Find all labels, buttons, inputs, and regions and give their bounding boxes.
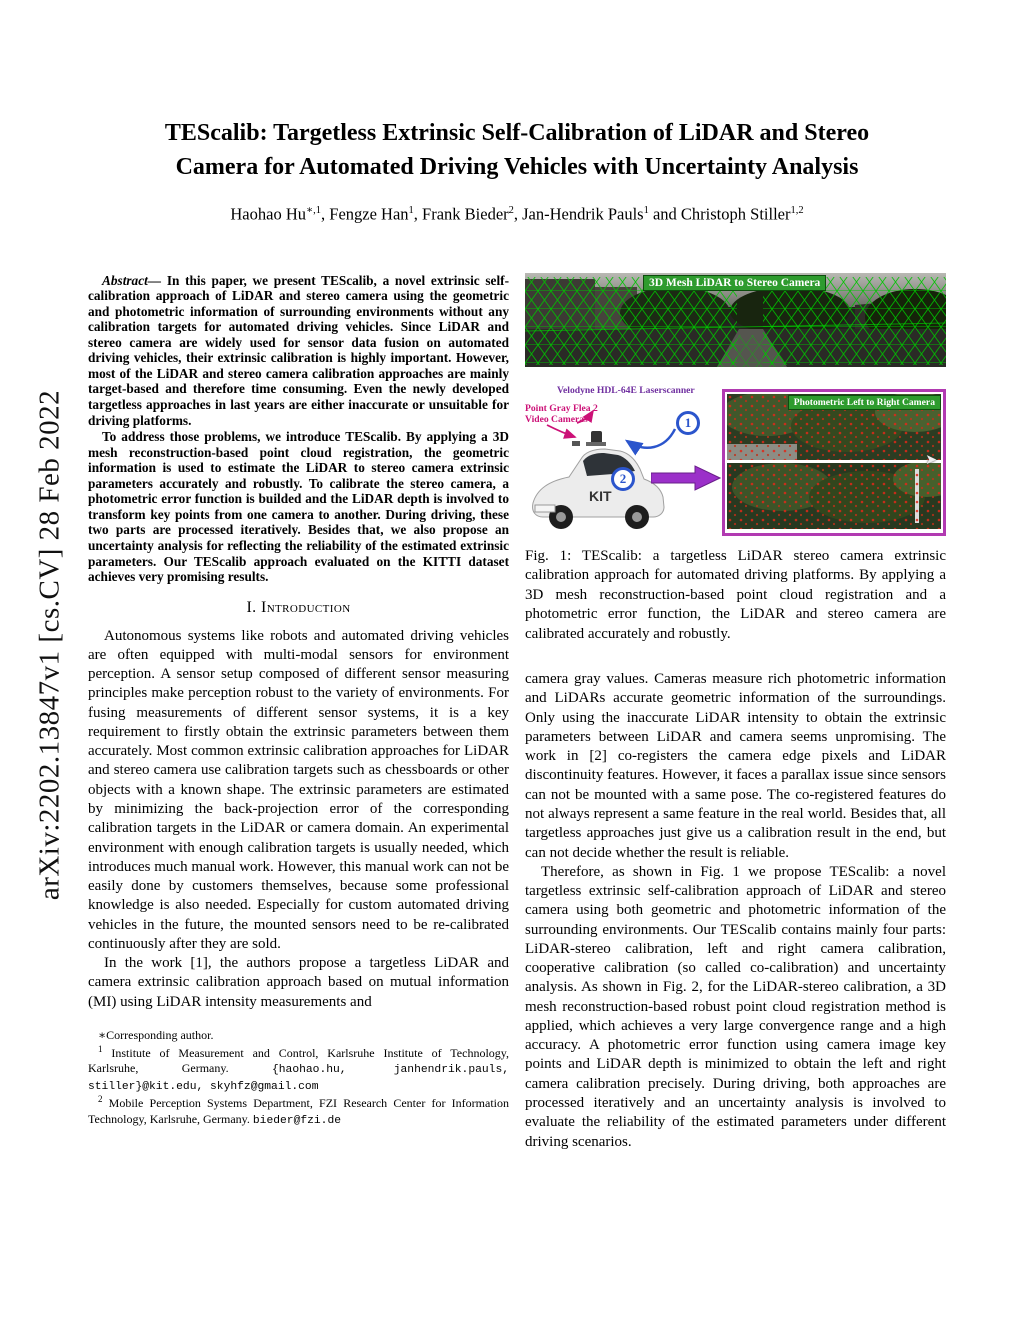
velodyne-label: Velodyne HDL-64E Laserscanner	[557, 384, 695, 396]
abstract-paragraph-2: To address those problems, we introduce TEScalib. By applying a 3D mesh reconstruction-based point cloud registration, the geometric information is used to estimate the LiDAR to stereo camera extrinsic parameters accurately and robustly. To calibrate the stereo camera, a photometric error function is builded and the LiDAR depth is involved to transform key points from one camera to another. During driving, these two parts are processed iteratively. Besides that, we also propose an uncertainty analysis for reflecting the reliability of the estimated extrinsic parameters. Our TEScalib approach evaluated on the KITTI dataset achieves very promising results.	[88, 429, 509, 585]
author-line	[88, 204, 946, 225]
right-paragraph-1: camera gray values. Cameras measure rich photometric information and LiDARs accurate geometric information of the surroundings. Only using the inaccurate LiDAR intensity to obtain the extrinsic parameters between LiDAR and camera seems unpromising. The work in [2] co-registers the camera edge pixels and LiDAR discontinuity features. However, it faces a parallax issue since sensors can not be mounted with a same pose. The co-registered features do not always represent a same feature in the real world. Besides that, all targetless approaches just give us a calibration result in the end, but can not decide whether the result is reliable.	[525, 671, 946, 861]
footnote-affiliation-1	[88, 1044, 509, 1095]
left-column	[88, 273, 509, 1152]
paper-content	[88, 0, 946, 1152]
right-column	[525, 273, 946, 1152]
footnote-1-emails: {haohao.hu, janhendrik.pauls, stiller}@kit.edu, skyhfz@gmail.com	[88, 1064, 509, 1093]
figure-1-caption: Fig. 1: TEScalib: a targetless LiDAR stereo camera extrinsic calibration approach for automated driving platforms. By applying a 3D mesh reconstruction-based point cloud registration and a photometric error function, the LiDAR and stereo camera are calibrated accurately and robustly.	[525, 547, 946, 642]
author-affiliation: 1,2	[790, 205, 804, 217]
figure-1-visual	[525, 273, 946, 537]
author: Frank Bieder	[422, 204, 509, 224]
author: Christoph Stiller	[680, 204, 791, 224]
photometric-image-title: Photometric Left to Right Camera	[788, 395, 941, 410]
author-affiliation: 1	[408, 205, 414, 217]
author-separator: ,	[321, 204, 330, 224]
footnote-affiliation-2	[88, 1094, 509, 1128]
camera-label-line-2: Video Cameras	[525, 413, 588, 425]
abstract-text-1: In this paper, we present TEScalib, a novel extrinsic self-calibration approach of LiDAR and stereo camera using the geometric and photometric information of surrounding environments without any calibration targets for automated driving vehicles. Since LiDAR and stereo camera are widely used for sensor data fusion on automated driving vehicles, their extrinsic calibration is highly important. However, most of the LiDAR and stereo camera calibration approaches are mainly target-based and therefore time consuming. Even the newly developed targetless approaches in last years are either inaccurate or unsuitable for driving platforms.	[88, 272, 510, 428]
footnotes-block	[88, 1028, 509, 1129]
figure-1	[525, 273, 946, 645]
author: Fengze Han	[329, 204, 409, 224]
camera-label	[525, 403, 598, 425]
step-2-badge: 2	[611, 467, 635, 491]
kit-logo: KIT	[589, 487, 612, 504]
step-1-badge: 1	[676, 411, 700, 435]
right-arrow-icon	[651, 465, 721, 491]
footnote-corresponding: ∗Corresponding author.	[98, 1027, 214, 1042]
photometric-right-graphic	[727, 463, 941, 529]
sensor-vehicle-image	[525, 369, 716, 537]
photometric-box	[722, 389, 946, 536]
author-separator: and	[648, 204, 681, 224]
footnote-2-text: Mobile Perception Systems Department, FZI Research Center for Information Technology, Karlsruhe, Germany.	[88, 1096, 509, 1127]
right-paragraph-2: Therefore, as shown in Fig. 1 we propose TEScalib: a novel targetless extrinsic self-calibration approach of LiDAR and stereo camera using both geometric and photometric information of the surrounding environments. Our TEScalib contains mainly four parts: LiDAR-stereo calibration, left and right camera calibration, cooperative calibration (so called co-calibration) and uncertainty analysis. As shown in Fig. 2, for the LiDAR-stereo calibration, a 3D mesh reconstruction-based robust point cloud registration method is applied, which achieves a very large convergence range and a high accuracy. A photometric error function using camera image key points and LiDAR depth is minimized to obtain the left and right camera calibration precisely. During driving, both approaches are processed iteratively and an uncertainty analysis is involved to evaluate the reliability of the estimated parameters under different driving scenarios.	[525, 863, 946, 1150]
author-separator: ,	[413, 204, 423, 224]
intro-paragraph-1: Autonomous systems like robots and automated driving vehicles are often equipped with multi-modal sensors for environment perception. A sensor setup composed of different sensor measuring principles make perception robust to the variety of environments. For fusing measurements of different sensor systems, it is a key requirement to firstly obtain the extrinsic parameters between them accurately. Most common extrinsic calibration approaches for LiDAR and stereo camera use calibration targets such as chessboards or other objects with a known shape. The extrinsic parameters are estimated by minimizing the back-projection error of the corresponding calibration targets in the LiDAR or camera domain. An experimental environment with enough calibration targets is usually needed, which introduces much manual work. However, this manual work can not be easily done by customers themselves, because some professional knowledge is also needed. Especially for custom automated driving vehicles in the future, the mounted sensors need to be re-calibrated continuously after they are sold.	[88, 627, 509, 952]
camera-label-line-1: Point Gray Flea 2	[525, 402, 598, 414]
paper-title	[116, 116, 918, 184]
photometric-right-image	[727, 463, 941, 529]
footnote-2-email: bieder@fzi.de	[252, 1115, 342, 1128]
title-line-2: Camera for Automated Driving Vehicles with Uncertainty Analysis	[175, 154, 859, 181]
author: Jan-Hendrik Pauls	[522, 204, 644, 224]
author: Haohao Hu	[230, 204, 306, 224]
section-heading-introduction: I. Introduction	[246, 598, 351, 616]
footnote-2-marker: 2	[98, 1094, 103, 1105]
figure-1-bottom-row	[525, 369, 946, 537]
transfer-arrow-icon: ➤	[925, 452, 937, 468]
arxiv-watermark: arXiv:2202.13847v1 [cs.CV] 28 Feb 2022	[33, 389, 66, 901]
mesh-image-title: 3D Mesh LiDAR to Stereo Camera	[643, 275, 826, 291]
author-affiliation: 1	[643, 205, 649, 217]
abstract-paragraph-1	[88, 273, 509, 428]
title-line-1: TEScalib: Targetless Extrinsic Self-Calibration of LiDAR and Stereo	[164, 120, 870, 146]
footnote-1-marker: 1	[98, 1043, 103, 1054]
author-separator: ,	[513, 204, 523, 224]
abstract-label: Abstract—	[102, 272, 162, 288]
footnote-1-text: Institute of Measurement and Control, Karlsruhe Institute of Technology, Karlsruhe, Germany.	[88, 1045, 509, 1076]
intro-paragraph-2: In the work [1], the authors propose a targetless LiDAR and camera extrinsic calibration approach based on mutual information (MI) using LiDAR intensity measurements and	[88, 955, 509, 1010]
author-affiliation: 2	[508, 205, 514, 217]
two-column-layout	[88, 273, 946, 1152]
mesh-scene-image	[525, 273, 946, 367]
author-affiliation: ∗,1	[306, 205, 322, 217]
